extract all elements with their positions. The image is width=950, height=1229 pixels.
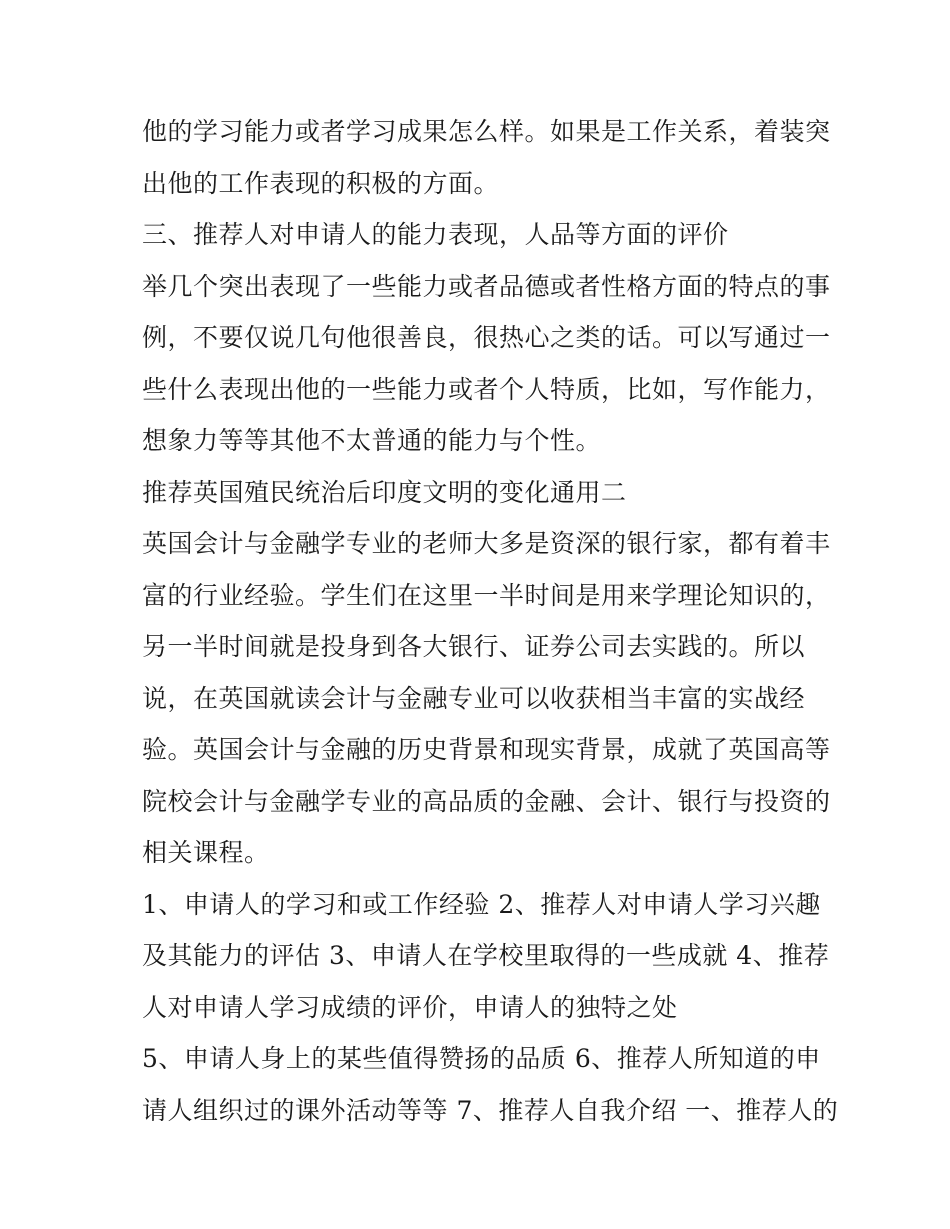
- text-line: 1、申请人的学习和或工作经验 2、推荐人对申请人学习兴趣: [142, 889, 821, 919]
- document-body: [142, 106, 839, 1136]
- text-line: 他的学习能力或者学习成果怎么样。如果是工作关系，着装突: [142, 117, 831, 146]
- text-line: 验。英国会计与金融的历史背景和现实背景，成就了英国高等: [142, 735, 831, 764]
- text-line: 及其能力的评估 3、申请人在学校里取得的一些成就 4、推荐: [142, 941, 830, 970]
- section-heading: 推荐英国殖民统治后印度文明的变化通用二: [142, 477, 627, 507]
- text-line: 出他的工作表现的积极的方面。: [142, 168, 500, 198]
- text-line: 5、申请人身上的某些值得赞扬的品质 6、推荐人所知道的申: [142, 1044, 821, 1073]
- text-line: 另一半时间就是投身到各大银行、证券公司去实践的。所以: [142, 632, 806, 661]
- text-line: 富的行业经验。学生们在这里一半时间是用来学理论知识的，: [142, 580, 831, 610]
- text-line: 英国会计与金融学专业的老师大多是资深的银行家，都有着丰: [142, 529, 831, 558]
- text-line: 请人组织过的课外活动等等 7、推荐人自我介绍 一、推荐人的: [142, 1095, 839, 1125]
- text-line: 例，不要仅说几句他很善良，很热心之类的话。可以写通过一: [142, 323, 831, 352]
- text-line: 人对申请人学习成绩的评价，申请人的独特之处: [142, 992, 678, 1022]
- text-line: 举几个突出表现了一些能力或者品德或者性格方面的特点的事: [142, 271, 831, 301]
- text-line: 院校会计与金融学专业的高品质的金融、会计、银行与投资的: [142, 786, 831, 816]
- text-line: 想象力等等其他不太普通的能力与个性。: [142, 426, 602, 455]
- text-line: 说，在英国就读会计与金融专业可以收获相当丰富的实战经: [142, 683, 806, 713]
- text-line: 相关课程。: [142, 838, 270, 867]
- text-line: 些什么表现出他的一些能力或者个人特质，比如，写作能力，: [142, 374, 831, 404]
- section-heading: 三、推荐人对申请人的能力表现，人品等方面的评价: [142, 220, 729, 249]
